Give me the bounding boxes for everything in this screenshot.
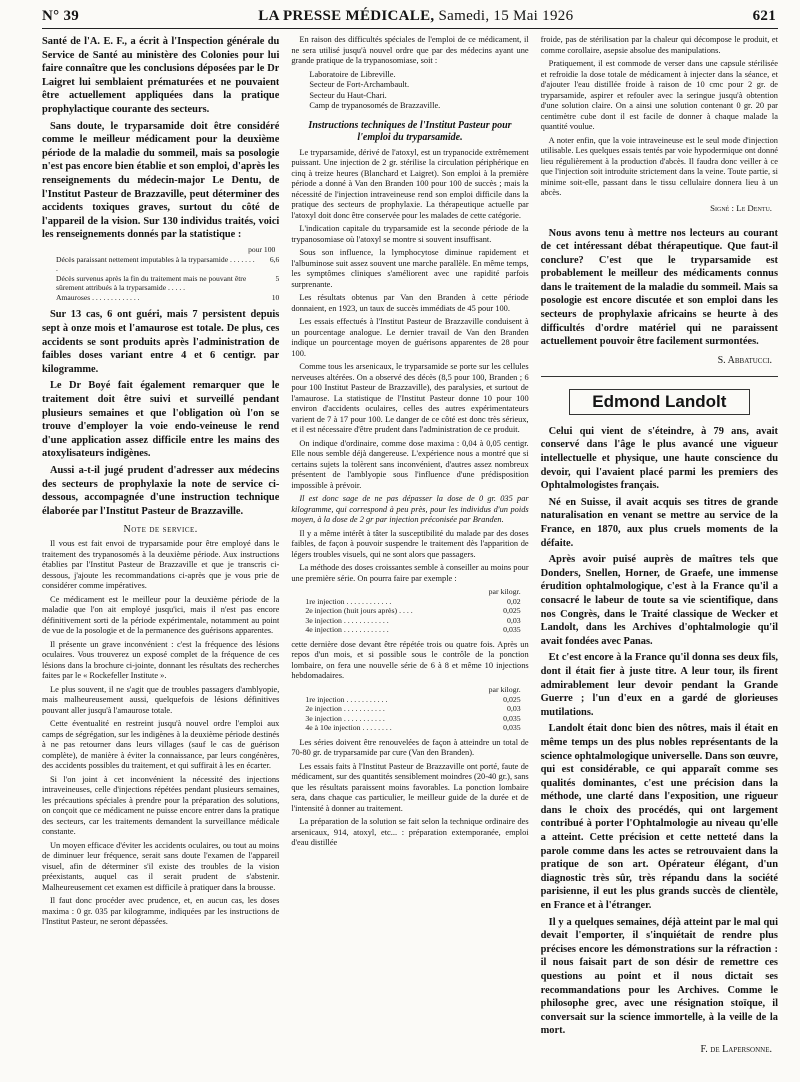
paragraph: Après avoir puisé auprès de maîtres tels que Donders, Snellen, Horner, de Graefe, une immense érudition ophtalmologique, c'est à la France qu'il a consacré le labeur de toute sa vie scientifique, dans nos Congrès, dans le Traité classique de Wecker et Landolt, dans les Archives d'ophtalmologie qu'il avait fondées avec Panas.	[540, 554, 778, 647]
signature-lapersonne: F. de Lapersonne.	[700, 1043, 772, 1055]
editorial-conclusion	[541, 227, 778, 349]
injection-row	[305, 597, 520, 607]
injection-label: 3e injection . . . . . . . . . . . .	[305, 615, 389, 625]
paragraph: Un moyen efficace d'éviter les accidents oculaires, ou tout au moins de diminuer leur fréquence, serait sans doute l'examen de l'appareil visuel, afin de déterminer s'il existe des troubles de la vision préexistants, auquel cas il serait prudent de s'abstenir. Malheureusement cet examen est difficile à pratiquer dans la brousse.	[42, 840, 280, 892]
injection-label: 4e injection . . . . . . . . . . . .	[305, 625, 389, 635]
paragraph: L'indication capitale du tryparsamide est la seconde période de la trypanosomiase où l'atoxyl se montre si souvent insuffisant.	[291, 224, 529, 244]
paragraph: Sur 13 cas, 6 ont guéri, mais 7 persistent depuis sept à onze mois et l'amaurose est totale. De plus, ces accidents se sont produits après l'administration de faibles doses variant entre 4 et 6 centigr. par kilogramme.	[42, 309, 280, 375]
stats-header: pour 100	[248, 244, 276, 254]
injection-row	[305, 695, 520, 705]
injection-value: 0,035	[503, 625, 521, 635]
paragraph: Santé de l'A. E. F., a écrit à l'Inspection générale du Service de Santé au ministère des Colonies pour lui faire connaître que les conclusions déposées par le Dr Laigret lui semblaient prématurées et ne pouvaient être actuellement appliquées dans la pratique prophylactique courante des secteurs.	[42, 36, 280, 115]
injection-row	[305, 704, 520, 714]
paragraph: Comme tous les arsenicaux, le tryparsamide se porte sur les cellules nerveuses altérées. On a observé des décès (8,5 pour 100, Branden ; 6 pour 100 Institut Pasteur de Brazzaville), des paralysies, et surtout de l'amaurose. La statistique de l'Institut Pasteur donne 10 pour 100 environ d'accidents oculaires, celles des autres expérimentateurs varient de 7 à 17 pour 100. Le danger de ce côté est donc très sérieux, et il est nécessaire d'être prudent dans l'administration de ce produit.	[291, 362, 529, 434]
paragraph: A noter enfin, que la voie intraveineuse est le seul mode d'injection utilisable. Les quelques essais tentés par voie hypodermique ont donné lieu régulièrement à la production d'abcès. Il faudra donc veiller à ce que l'injection soit introduite strictement dans la veine. Toute partie, si minime soit-elle, passant dans le tissu cellulaire donnera lieu à un abcès.	[540, 135, 778, 197]
note-heading: Note de service.	[123, 524, 198, 536]
injection-label: 2e injection . . . . . . . . . . .	[305, 704, 385, 714]
injection-table-2	[305, 685, 520, 733]
paragraph: Cette éventualité en restreint jusqu'à nouvel ordre l'emploi aux camps de ségrégation, sur les indigènes à la deuxième période destinés à ne pas retourner dans leurs villages (sauf le cas de guérison complète), de manière à éviter la connaissance, par leurs congénères, des accidents possibles du traitement, et qui suffirait à les en écarter.	[42, 719, 280, 771]
note-body	[42, 539, 279, 928]
injection-header: par kilogr.	[488, 684, 521, 694]
paragraph: En raison des difficultés spéciales de l'emploi de ce médicament, il ne sera utilisé jusqu'à nouvel ordre que par des médecins ayant une grande pratique de la trypanosomiase, soit :	[291, 35, 529, 65]
paragraph: Les séries doivent être renouvelées de façon à atteindre un total de 70-80 gr. de tryparsamide par cure (Van den Branden).	[291, 737, 529, 758]
injection-row	[305, 616, 520, 626]
injection-value: 0,02	[507, 596, 521, 606]
column-2	[291, 35, 528, 1055]
list-item: Camp de trypanosomés de Brazzaville.	[309, 101, 441, 110]
page-number: 621	[752, 8, 776, 24]
paragraph: Nous avons tenu à mettre nos lecteurs au courant de cet intéressant débat thérapeutique. Que faut-il conclure? C'est que le tryparsamide est probablement le meilleur des médicaments connus dans le traitement de la maladie du sommeil. Mais sa posologie est encore discutée et son emploi dans les secteurs de prophylaxie africains se heurte à des difficultés d'ordre matériel qui ne paraissent actuellement pouvoir être facilement surmontées.	[540, 227, 778, 348]
paragraph: Les résultats obtenus par Van den Branden à cette période donnaient, en 1923, un taux de succès immédiats de 45 pour 100.	[291, 293, 529, 313]
injection-value: 0,03	[507, 704, 521, 714]
injection-row	[305, 606, 520, 616]
paragraph: Aussi a-t-il jugé prudent d'adresser aux médecins des secteurs de prophylaxie la note de service ci-dessous, accompagnée d'une instruction technique élaborée par l'Institut Pasteur de Brazzaville.	[42, 465, 280, 517]
injection-table-1	[305, 587, 520, 635]
paragraph: Sans doute, le tryparsamide doit être considéré comme le meilleur médicament pour la deuxième période de la maladie du sommeil, mais sa posologie n'est pas encore bien établie et son emploi, d'après les renseignements du médecin-major Le Dentu, de l'Institut Pasteur de Brazzaville, peut déterminer des accidents toxiques graves, surtout du côté de l'appareil de la vision. Sur 130 individus traités, voici les renseignements donnés par la statistique :	[42, 120, 280, 241]
paragraph: On indique d'ordinaire, comme dose maxima : 0,04 à 0,05 centigr. Elle nous semble déjà dangereuse. L'expérience nous a montré que si certains sujets la tolèrent sans inconvénient, d'autres assez nombreux présentent de l'amblyopie sous l'influence d'une prédisposition impossible à prévoir.	[291, 438, 529, 490]
paragraph: cette dernière dose devant être répétée trois ou quatre fois. Après un repos d'un mois, et si possible sous le contrôle de la ponction lombaire, on fera une nouvelle série de 6 à 8 et même 10 injections hebdomadaires.	[291, 639, 529, 681]
obituary-body	[541, 425, 778, 1038]
injection-row	[305, 714, 520, 724]
signature-le-dentu: Signé : Le Dentu.	[710, 202, 772, 213]
paragraph: Landolt était donc bien des nôtres, mais il était en même temps un des plus nobles représentants de la science ophtalmologique universelle. Dans son œuvre, qui est considérable, ce qui apparaît comme ses qualités dominantes, c'est une précision dans la méthode, une clarté dans l'exposition, une rigueur dans le choix des procédés, qui ont largement contribué à porter l'Ophtalmologie au niveau qu'elle a atteint. Cette précision et cette netteté dans la parole comme dans les actes se retrouvaient dans la pratique de son art. Opérateur élégant, d'un diagnostic très sûr, très répandu dans la société parisienne, il eut les plus grands succès de clientèle, en France et à l'étranger.	[540, 723, 778, 912]
journal-title	[258, 8, 573, 25]
paragraph: Le tryparsamide, dérivé de l'atoxyl, est un trypanocide extrêmement puissant. Une injection de 2 gr. stérilise la circulation périphérique en cinq à treize heures (Blanchard et Laigret). Son emploi à la première période a donné à Van den Branden 100 pour 100 de succès ; mais la nécessité de l'injection intraveineuse rend son emploi difficile dans la pratique des secteurs de prophylaxie. La thérapeutique actuelle par l'atoxyl doit donc être conservée pour les malades de cette catégorie.	[291, 147, 529, 220]
bold-intro	[42, 35, 279, 242]
paragraph: Et c'est encore à la France qu'il donna ses deux fils, dont il était fier à juste titre. A leur tour, ils firent admirablement leur devoir pendant la Grande Guerre ; l'un d'eux en a gardé de glorieuses mutilations.	[540, 652, 778, 718]
injection-header: par kilogr.	[488, 587, 521, 596]
instructions-heading: Instructions techniques de l'Institut Pasteur pour l'emploi du tryparsamide.	[308, 119, 512, 143]
paragraph: Le plus souvent, il ne s'agit que de troubles passagers d'amblyopie, mais malheureusement aussi, quelquefois de lésions définitives pouvant aller jusqu'à l'amaurose totale.	[42, 684, 280, 715]
section-divider	[541, 376, 778, 377]
paragraph: La préparation de la solution se fait selon la technique ordinaire des arsenicaux, 914, atoxyl, etc... : préparation extemporanée, emploi d'eau distillée	[291, 817, 529, 848]
injection-label: 1re injection . . . . . . . . . . .	[305, 694, 388, 704]
establishment-list	[309, 70, 528, 112]
stats-label: Amauroses . . . . . . . . . . . . .	[56, 292, 140, 302]
bold-continuation	[42, 308, 279, 518]
column-3	[541, 35, 778, 1055]
injection-row	[305, 723, 520, 733]
paragraph: Le Dr Boyé fait également remarquer que le traitement doit être suivi et surveillé pendant plusieurs semaines et que l'obligation où l'on se trouve d'employer la voie endo-veineuse le rend d'une application assez difficile entre les mains des atoxylisateurs indigènes.	[42, 380, 280, 460]
injection-label: 3e injection . . . . . . . . . . .	[305, 713, 385, 723]
signature-abbatucci: S. Abbatucci.	[717, 354, 772, 366]
paragraph: Il est donc sage de ne pas dépasser la dose de 0 gr. 035 par kilogramme, qui correspond à peu près, pour les individus d'un poids moyen, à la dose de 2 gr par injection préconisée par Branden.	[291, 494, 529, 524]
issue-number: N° 39	[42, 8, 80, 24]
paragraph: Pratiquement, il est commode de verser dans une capsule stérilisée et refroidie la dose totale de médicament à injecter dans la séance, et d'ajouter l'eau distillée froide à raison de 10 cmc pour 2 gr. de tryparsamide, aspirer et refouler avec la seringue jusqu'à obtention d'une solution claire. On a ainsi une solution contenant 0 gr. 20 par centimètre cube dont il est facile de donner à chaque malade la quantité voulue.	[540, 59, 778, 131]
paragraph: Il y a quelques semaines, déjà atteint par le mal qui devait l'emporter, il s'inquiétait de rendre plus précises encore les démonstrations sur la réfraction : il nous faisait part de son désir de remettre ces questions au point et il nous dictait ses recommandations pour les Archives. Comme le philosophe grec, avec une résignation stoïque, il conversait sur la science immortelle, à la veille de la mort.	[540, 916, 778, 1037]
columns	[42, 35, 778, 1055]
injection-value: 0,035	[503, 713, 521, 723]
paragraph: Il vous est fait envoi de tryparsamide pour être employé dans le traitement des trypanosomés à la deuxième période. Aux instructions établies par l'Institut Pasteur de Brazzaville et que je transcris ci-dessous, j'ajoute les recommandations ci-après que je vous prie de considérer comme impératives.	[42, 539, 280, 591]
column-1	[42, 35, 279, 1055]
instructions-continued	[541, 35, 778, 199]
paragraph: La méthode des doses croissantes semble à conseiller au moins pour une première série. On pourra faire par exemple :	[291, 563, 529, 583]
paragraph: Les essais effectués à l'Institut Pasteur de Brazzaville conduisent à un pourcentage analogue. Le dernier travail de Van den Branden indique un pourcentage moyen de guérisons apparentes de 28 pour 100.	[291, 317, 529, 358]
stats-value: 5	[275, 273, 280, 283]
obituary-title: Edmond Landolt	[569, 389, 750, 415]
paragraph: Sous son influence, la lymphocytose diminue rapidement et l'albuminose suit assez souvent une marche parallèle. En même temps, les symptômes cliniques s'améliorent avec une rapidité parfois surprenante.	[291, 248, 529, 289]
running-header	[42, 8, 778, 29]
paragraph: Si l'on joint à cet inconvénient la nécessité des injections intraveineuses, celle d'injections répétées pendant plusieurs semaines, les précautions spéciales à prendre pour la préparation des solutions, on conçoit que ce médicament ne puisse encore entrer dans la pratique des secteurs, car les traitements demandent la surveillance médicale constante.	[42, 774, 280, 837]
list-item: Laboratoire de Libreville.	[309, 69, 396, 79]
injection-label: 1re injection . . . . . . . . . . . .	[305, 596, 392, 606]
paragraph: Il faut donc procéder avec prudence, et, en aucun cas, les doses maxima : 0 gr. 035 par kilogramme, indiquées par les instructions de l'Institut Pasteur, ne seront dépassées.	[42, 896, 280, 927]
injection-value: 0,03	[507, 615, 521, 625]
paragraph: Les essais faits à l'Institut Pasteur de Brazzaville ont porté, faute de médicament, sur des quantités sensiblement moindres (20-40 gr.), sans que les résultats paraissent moins favorables. La ponction lombaire sera, dans chaque cas particulier, le meilleur guide de la durée et de l'intensité à donner au traitement.	[291, 761, 529, 813]
injection-label: 2e injection (huit jours après) . . . .	[305, 606, 413, 616]
injection-value: 0,035	[503, 723, 521, 733]
paragraph: Ce médicament est le meilleur pour la deuxième période de la maladie que l'on ait employé jusqu'ici, mais il n'est pas encore définitivement sorti de la période expérimentale, notamment au point de vue de la posologie et de la permanence des guérisons apparentes.	[42, 594, 280, 636]
list-item: Secteur du Haut-Chari.	[309, 90, 387, 100]
injection-label: 4e à 10e injection . . . . . . . .	[305, 723, 392, 733]
stats-value: 6,6	[269, 254, 280, 264]
statistics-table	[56, 245, 279, 303]
stats-label: Décès paraissant nettement imputables à la tryparsamide . . . . . . . .	[56, 254, 255, 274]
paragraph: froide, pas de stérilisation par la chaleur qui décompose le produit, et comme corollaire, asepsie absolue des manipulations.	[540, 35, 778, 55]
paragraph: Il présente un grave inconvénient : c'est la fréquence des lésions oculaires. Vous trouverez un exposé complet de la fréquence de ces lésions dans la brochure ci-jointe, donnant les résultats des recherches faites par le « Rockefeller Institute ».	[42, 639, 280, 681]
stats-value: 10	[271, 292, 280, 302]
stats-label: Décès survenus après la fin du traitement mais ne pouvant être sûrement attribués à la tryparsamide . . . . .	[56, 273, 247, 293]
injection-value: 0,025	[503, 694, 521, 704]
issue-date: Samedi, 15 Mai 1926	[438, 8, 574, 24]
paragraph: Celui qui vient de s'éteindre, à 79 ans, avait conservé dans l'âge le plus avancé une vigueur intellectuelle et physique, une haute conscience du devoir, qui l'avaient placé parmi les premiers des Ophtalmologistes français.	[540, 425, 778, 492]
journal-name: LA PRESSE MÉDICALE,	[258, 8, 435, 24]
stats-row	[56, 293, 279, 303]
stats-row	[56, 255, 279, 274]
list-item: Secteur de Fort-Archambault.	[309, 80, 410, 89]
injection-row	[305, 625, 520, 635]
injection-value: 0,025	[503, 606, 521, 616]
paragraph: Né en Suisse, il avait acquis ses titres de grande naturalisation en venant se mettre au service de la France, en 1870, aux plus cruels moments de la défaite.	[540, 496, 778, 549]
stats-row	[56, 274, 279, 293]
paragraph: Il y a même intérêt à tâter la susceptibilité du malade par des doses faibles, de façon à pouvoir suspendre le traitement dès l'apparition de légers troubles visuels, qui ne sont alors que passagers.	[291, 528, 529, 559]
